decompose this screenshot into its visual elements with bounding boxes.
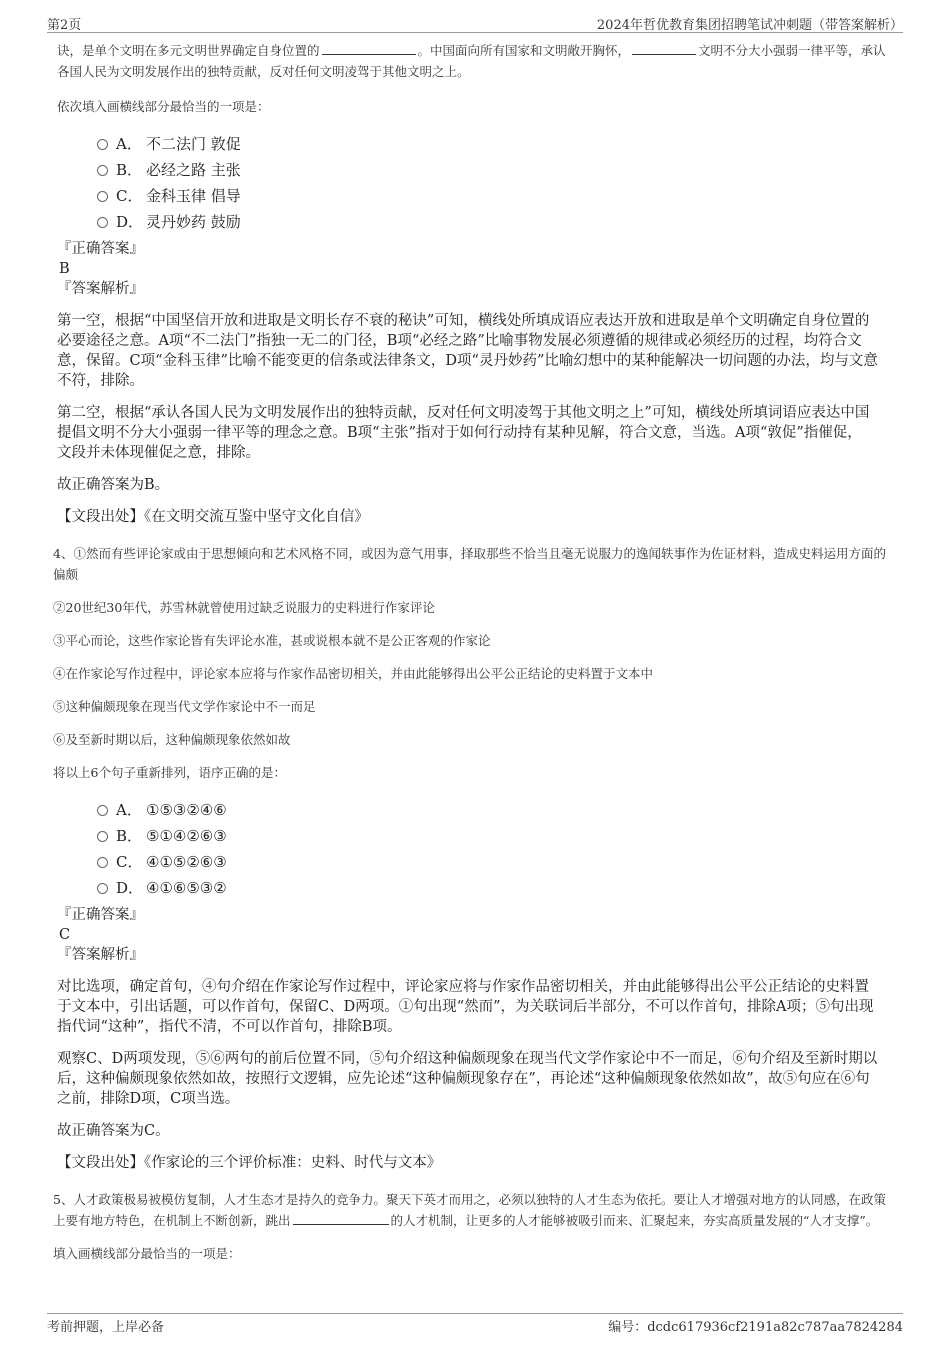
q4-analysis-3: 故正确答案为C。	[57, 1123, 170, 1139]
q5-prompt: 填入画横线部分最恰当的一项是：	[53, 1246, 241, 1261]
footer-slogan: 考前押题，上岸必备	[47, 1320, 165, 1335]
q4-sentence-2: ②20世纪30年代，苏雪林就曾使用过缺乏说服力的史料进行作家评论	[53, 600, 435, 615]
q4-sentence-6: ⑥及至新时期以后，这种偏颇现象依然如故	[53, 732, 291, 747]
q3-option-b[interactable]: B． 必经之路 主张	[97, 157, 890, 183]
q5-stem: 5、人才政策极易被模仿复制，人才生态才是持久的竞争力。聚天下英才而用之，必须以独特的人才生态为依托。要让人才增强对地方的认同感，在政策上要有地方特色，在机制上不断创新，跳出 的人才机制，让更多的人才能够被吸引而来、汇聚起来，夯实高质量发展的“人才支撑”。	[53, 1192, 886, 1228]
radio-icon[interactable]	[97, 139, 108, 150]
radio-icon[interactable]	[97, 883, 108, 894]
q3-blank-2	[632, 42, 696, 55]
q3-analysis-label: 『答案解析』	[57, 281, 144, 297]
radio-icon[interactable]	[97, 165, 108, 176]
q4-sentence-4: ④在作家论写作过程中，评论家本应将与作家作品密切相关，并由此能够得出公平公正结论的史料置于文本中	[53, 666, 654, 681]
q4-option-b[interactable]: B． ⑤①④②⑥③	[97, 823, 890, 849]
radio-icon[interactable]	[97, 217, 108, 228]
q3-options	[97, 131, 890, 235]
q4-analysis-1: 对比选项，确定首句，④句介绍在作家论写作过程中，评论家应将与作家作品密切相关，并由此能够得出公平公正结论的史料置于文本中，引出话题，可以作首句，保留C、D两项。①句出现“然而”，为关联词后半部分，不可以作首句，排除A项；⑤句出现指代词“这种”，指代不清，不可以作首句，排除B项。	[57, 979, 874, 1035]
document-title: 2024年哲优教育集团招聘笔试冲刺题（带答案解析）	[596, 18, 903, 33]
q3-analysis-3: 故正确答案为B。	[57, 477, 170, 493]
q4-sentence-3: ③平心而论，这些作家论皆有失评论水准，甚或说根本就不是公正客观的作家论	[53, 633, 491, 648]
q4-answer-label: 『正确答案』	[57, 907, 144, 923]
radio-icon[interactable]	[97, 805, 108, 816]
q4-sentence-5: ⑤这种偏颇现象在现当代文学作家论中不一而足	[53, 699, 316, 714]
q3-option-c[interactable]: C． 金科玉律 倡导	[97, 183, 890, 209]
q3-option-a[interactable]: A． 不二法门 敦促	[97, 131, 890, 157]
q3-source: 【文段出处】《在文明交流互鉴中坚守文化自信》	[57, 509, 369, 525]
q5-blank	[293, 1212, 389, 1225]
q4-prompt: 将以上6个句子重新排列，语序正确的是：	[53, 765, 286, 780]
q3-option-d[interactable]: D． 灵丹妙药 鼓励	[97, 209, 890, 235]
page-header	[47, 12, 903, 33]
q3-answer: B	[59, 261, 70, 277]
q4-option-a[interactable]: A． ①⑤③②④⑥	[97, 797, 890, 823]
footer-serial: 编号：dcdc617936cf2191a82c787aa7824284	[608, 1320, 903, 1335]
q4-option-d[interactable]: D． ④①⑥⑤③②	[97, 875, 890, 901]
q4-answer: C	[59, 927, 71, 943]
radio-icon[interactable]	[97, 191, 108, 202]
q3-analysis-2: 第二空，根据“承认各国人民为文明发展作出的独特贡献，反对任何文明凌驾于其他文明之上”可知，横线处所填词语应表达中国提倡文明不分大小强弱一律平等的理念之意。B项“主张”指对于如何行动持有某种见解，符合文意，当选。A项“敦促”指催促， 文段并未体现催促之意，排除。	[57, 405, 870, 461]
radio-icon[interactable]	[97, 857, 108, 868]
q3-prompt: 依次填入画横线部分最恰当的一项是：	[57, 99, 270, 114]
q3-blank-1	[322, 42, 416, 55]
q4-options	[97, 797, 890, 901]
page-number: 第2页	[47, 18, 82, 33]
q3-analysis-1: 第一空，根据“中国坚信开放和进取是文明长存不衰的秘诀”可知，横线处所填成语应表达开放和进取是单个文明确定自身位置的必要途径之意。A项“不二法门”指独一无二的门径，B项“必经之路”比喻事物发展必须遵循的规律或必须经历的过程，均符合文意，保留。C项“金科玉律”比喻不能变更的信条或法律条文，D项“灵丹妙药”比喻幻想中的某种能解决一切问题的办法，均与文意不符，排除。	[57, 313, 878, 389]
q3-answer-label: 『正确答案』	[57, 241, 144, 257]
q4-stem: 4、①然而有些评论家或由于思想倾向和艺术风格不同，或因为意气用事，择取那些不恰当且毫无说服力的逸闻轶事作为佐证材料，造成史料运用方面的偏颇	[53, 546, 886, 582]
q4-source: 【文段出处】《作家论的三个评价标准：史料、时代与文本》	[57, 1155, 442, 1171]
page-content	[53, 40, 890, 1264]
q3-stem: 诀，是单个文明在多元文明世界确定自身位置的 。中国面向所有国家和文明敞开胸怀， 文明不分大小强弱一律平等，承认各国人民为文明发展作出的独特贡献，反对任何文明凌驾于其他文明之上。	[57, 43, 886, 79]
q4-option-c[interactable]: C． ④①⑤②⑥③	[97, 849, 890, 875]
radio-icon[interactable]	[97, 831, 108, 842]
page-footer	[47, 1313, 903, 1334]
q4-analysis-label: 『答案解析』	[57, 947, 144, 963]
q4-analysis-2: 观察C、D两项发现，⑤⑥两句的前后位置不同，⑤句介绍这种偏颇现象在现当代文学作家论中不一而足，⑥句介绍及至新时期以后，这种偏颇现象依然如故，按照行文逻辑，应先论述“这种偏颇现象存在”，再论述“这种偏颇现象依然如故”，故⑤句应在⑥句之前，排除D项，C项当选。	[57, 1051, 878, 1107]
